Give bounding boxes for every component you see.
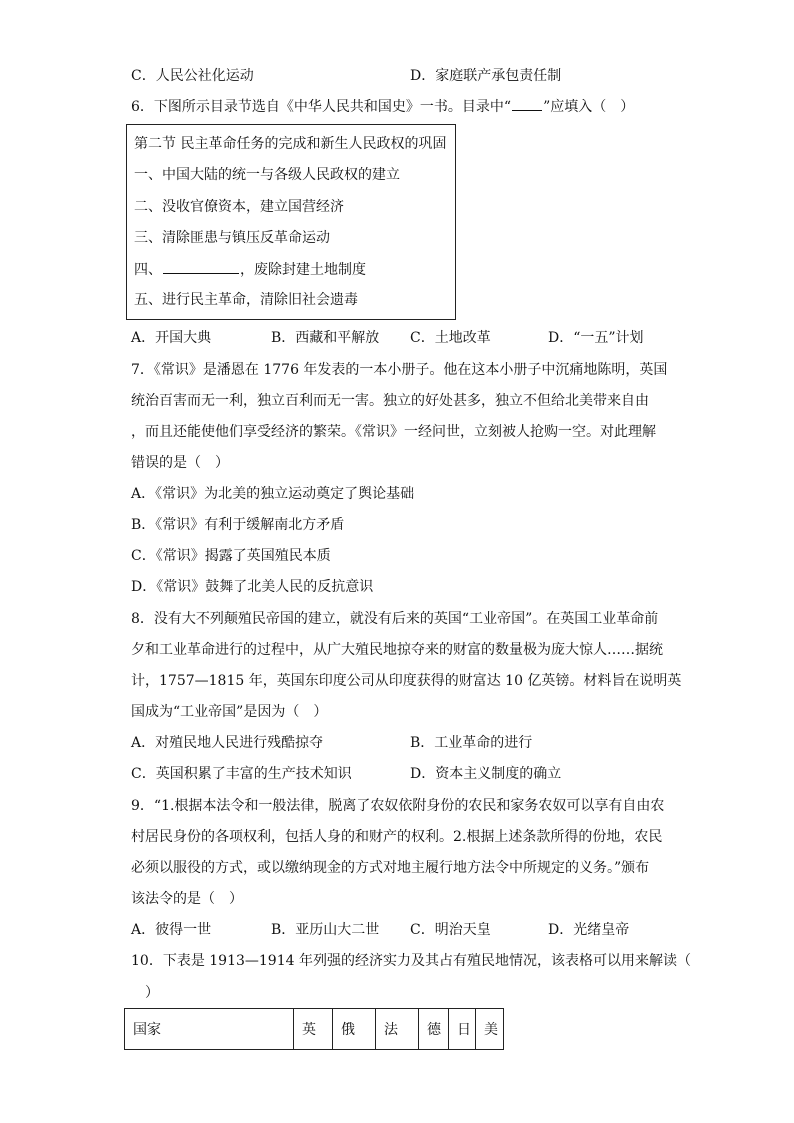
q10-stem-line-1: 10．下表是 1913—1914 年列强的经济实力及其占有殖民地情况，该表格可以用来解读（ — [131, 953, 691, 969]
q6-box-row-2: 二、没收官僚资本，建立国营经济 — [134, 199, 344, 215]
q7-option-d: D．《常识》鼓舞了北美人民的反抗意识 — [131, 579, 374, 595]
q9-stem-line-2: 村居民身份的各项权利，包括人身的和财产的权利。2.根据上述条款所得的份地，农民 — [131, 829, 663, 845]
q8-option-b: B．工业革命的进行 — [410, 735, 533, 751]
q7-option-b: B．《常识》有利于缓解南北方矛盾 — [131, 517, 345, 533]
q10-table-cell: 德 — [419, 1009, 449, 1050]
q10-table-cell: 法 — [376, 1009, 419, 1050]
q9-stem-line-4: 该法令的是（ ） — [131, 891, 243, 907]
q6-box-row-4 — [134, 259, 366, 280]
q7-option-a: A．《常识》为北美的独立运动奠定了舆论基础 — [131, 486, 415, 502]
q9-stem-line-1: 9．“1.根据本法令和一般法律，脱离了农奴依附身份的农民和家务农奴可以享有自由农 — [131, 798, 665, 814]
q6-box-row-5: 五、进行民主革命，清除旧社会遗毒 — [134, 292, 358, 308]
q7-stem-line-3: ，而且还能使他们享受经济的繁荣。《常识》一经问世，立刻被人抢购一空。对此理解 — [131, 424, 656, 440]
q6-box-row-4-suffix: ，废除封建土地制度 — [240, 262, 366, 278]
q6-box-blank — [163, 259, 239, 274]
q10-table-cell: 英 — [294, 1009, 333, 1050]
q7-stem-line-2: 统治百害而无一利，独立百利而无一害。独立的好处甚多，独立不但给北美带来自由 — [131, 393, 649, 409]
q7-stem-line-4: 错误的是（ ） — [131, 455, 229, 471]
q6-stem — [131, 97, 634, 117]
q6-stem-blank — [512, 98, 542, 111]
q8-option-c: C．英国积累了丰富的生产技术知识 — [131, 766, 352, 782]
q6-stem-b: ”应填入（ ） — [543, 99, 635, 115]
q9-option-d: D．光绪皇帝 — [548, 922, 630, 938]
q6-stem-a: 6．下图所示目录节选自《中华人民共和国史》一书。目录中“ — [131, 99, 512, 115]
q8-stem-line-3: 计，1757—1815 年，英国东印度公司从印度获得的财富达 10 亿英镑。材料旨在说明英 — [131, 673, 682, 689]
q7-stem-line-1: 7．《常识》是潘恩在 1776 年发表的一本小册子。他在这本小册子中沉痛地陈明，英国 — [131, 362, 668, 378]
q8-stem-line-1: 8．没有大不列颠殖民帝国的建立，就没有后来的英国“工业帝国”。在英国工业革命前 — [131, 611, 659, 627]
q9-stem-line-3: 必须以服役的方式，或以缴纳现金的方式对地主履行地方法令中所规定的义务。”颁布 — [131, 860, 650, 876]
q6-option-d: D．“一五”计划 — [548, 330, 644, 346]
q9-option-c: C．明治天皇 — [410, 922, 491, 938]
q6-option-b: B．西藏和平解放 — [271, 330, 380, 346]
q10-table-cell: 日 — [449, 1009, 476, 1050]
q9-option-a: A．彼得一世 — [131, 922, 212, 938]
q10-stem-line-2: ） — [131, 985, 159, 1001]
q6-box-title: 第二节 民主革命任务的完成和新生人民政权的巩固 — [134, 136, 447, 152]
q6-catalog-box — [126, 124, 456, 320]
q10-table-header-row — [125, 1009, 504, 1050]
q10-table-cell: 俄 — [333, 1009, 376, 1050]
q8-option-d: D．资本主义制度的确立 — [410, 766, 562, 782]
q6-option-c: C．土地改革 — [410, 330, 491, 346]
q8-option-a: A．对殖民地人民进行残酷掠夺 — [131, 735, 324, 751]
q6-box-row-3: 三、清除匪患与镇压反革命运动 — [134, 230, 330, 246]
q5-option-d: D．家庭联产承包责任制 — [410, 68, 562, 84]
q6-box-row-1: 一、中国大陆的统一与各级人民政权的建立 — [134, 167, 400, 183]
q8-stem-line-2: 夕和工业革命进行的过程中，从广大殖民地掠夺来的财富的数量极为庞大惊人……据统 — [131, 642, 663, 658]
q10-table-cell: 国家 — [125, 1009, 294, 1050]
q6-box-row-4-prefix: 四、 — [134, 262, 162, 278]
q5-option-c: C．人民公社化运动 — [131, 68, 254, 84]
q9-option-b: B．亚历山大二世 — [271, 922, 380, 938]
q7-option-c: C．《常识》揭露了英国殖民本质 — [131, 548, 331, 564]
q10-table-cell: 美 — [476, 1009, 504, 1050]
q6-option-a: A．开国大典 — [131, 330, 212, 346]
q10-table — [124, 1008, 504, 1050]
q8-stem-line-4: 国成为“工业帝国”是因为（ ） — [131, 704, 328, 720]
